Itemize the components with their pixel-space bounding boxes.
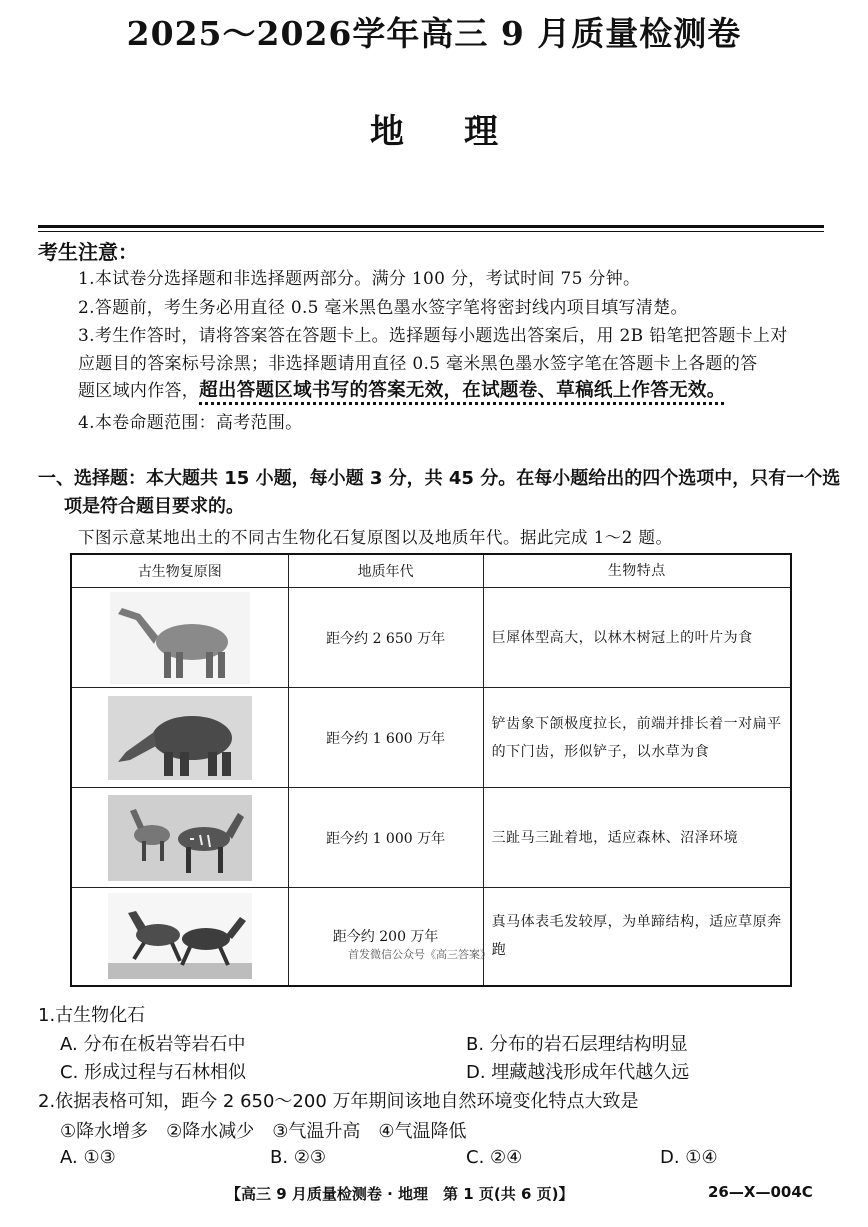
footer-code: 26—X—004C <box>708 1183 813 1201</box>
section-heading: 一、选择题：本大题共 15 小题，每小题 3 分，共 45 分。在每小题给出的四个选项中，只有一个选 <box>38 468 841 489</box>
header-rule <box>38 225 824 228</box>
question-1-option-c: C. 形成过程与石林相似 <box>60 1062 247 1083</box>
fossil-table <box>70 553 792 987</box>
question-2-stem: 2.依据表格可知，距今 2 650～200 万年期间该地自然环境变化特点大致是 <box>38 1091 639 1112</box>
notice-item-4: 4.本卷命题范围：高考范围。 <box>78 413 303 433</box>
section-heading-cont: 项是符合题目要求的。 <box>64 496 244 517</box>
notice-item-3: 3.考生作答时，请将答案答在答题卡上。选择题每小题选出答案后，用 2B 铅笔把答题卡上对 <box>78 326 788 346</box>
notice-item-3-tail: 题区域内作答， <box>78 381 200 401</box>
question-intro: 下图示意某地出土的不同古生物化石复原图以及地质年代。据此完成 1～2 题。 <box>78 528 673 547</box>
question-2-option-d: D. ①④ <box>660 1147 718 1168</box>
indricotherium-image <box>71 588 288 688</box>
table-header: 地质年代 <box>288 554 483 588</box>
question-1-stem: 1.古生物化石 <box>38 1005 146 1026</box>
species-feature: 铲齿象下颌极度拉长，前端并排长着一对扁平的下门齿，形似铲子，以水草为食 <box>483 688 791 788</box>
watermark: 首发微信公众号《高三答案》 <box>348 948 491 961</box>
table-header: 古生物复原图 <box>71 554 288 588</box>
header-rule-thin <box>38 231 824 232</box>
geologic-age: 距今约 1 600 万年 <box>288 688 483 788</box>
footer-page-info: 【高三 9 月质量检测卷 · 地理 第 1 页(共 6 页)】 <box>226 1185 574 1203</box>
question-2-option-a: A. ①③ <box>60 1147 116 1168</box>
hipparion-image <box>71 788 288 888</box>
species-feature: 三趾马三趾着地，适应森林、沼泽环境 <box>483 788 791 888</box>
question-1-option-b: B. 分布的岩石层理结构明显 <box>466 1034 688 1055</box>
subject-title: 地理 <box>370 112 558 152</box>
question-2-option-b: B. ②③ <box>270 1147 327 1168</box>
notice-emphasis: 超出答题区域书写的答案无效，在试题卷、草稿纸上作答无效。 <box>199 380 726 401</box>
equus-image <box>71 888 288 986</box>
question-2-option-c: C. ②④ <box>466 1147 523 1168</box>
table-row <box>71 888 791 986</box>
notice-item-3-cont: 应题目的答案标号涂黑；非选择题请用直径 0.5 毫米黑色墨水签字笔在答题卡上各题的答 <box>78 354 758 374</box>
question-1-option-d: D. 埋藏越浅形成年代越久远 <box>466 1062 690 1083</box>
geologic-age: 距今约 1 000 万年 <box>288 788 483 888</box>
shovel-tusker-image <box>71 688 288 788</box>
notice-item-1: 1.本试卷分选择题和非选择题两部分。满分 100 分，考试时间 75 分钟。 <box>78 269 641 289</box>
table-row <box>71 688 791 788</box>
species-feature: 真马体表毛发较厚，为单蹄结构，适应草原奔跑 <box>483 888 791 986</box>
species-feature: 巨犀体型高大，以林木树冠上的叶片为食 <box>483 588 791 688</box>
table-header-row <box>71 554 791 588</box>
table-row <box>71 588 791 688</box>
geologic-age: 距今约 200 万年 <box>288 888 483 986</box>
table-row <box>71 788 791 888</box>
notice-heading: 考生注意： <box>38 240 138 264</box>
question-2-choices: ①降水增多 ②降水减少 ③气温升高 ④气温降低 <box>60 1121 467 1142</box>
geologic-age: 距今约 2 650 万年 <box>288 588 483 688</box>
notice-item-3-cont2 <box>78 376 726 402</box>
table-header: 生物特点 <box>483 554 791 588</box>
exam-title: 2025～2026学年高三 9 月质量检测卷 <box>126 14 742 53</box>
notice-item-2: 2.答题前，考生务必用直径 0.5 毫米黑色墨水签字笔将密封线内项目填写清楚。 <box>78 298 688 318</box>
question-1-option-a: A. 分布在板岩等岩石中 <box>60 1034 246 1055</box>
